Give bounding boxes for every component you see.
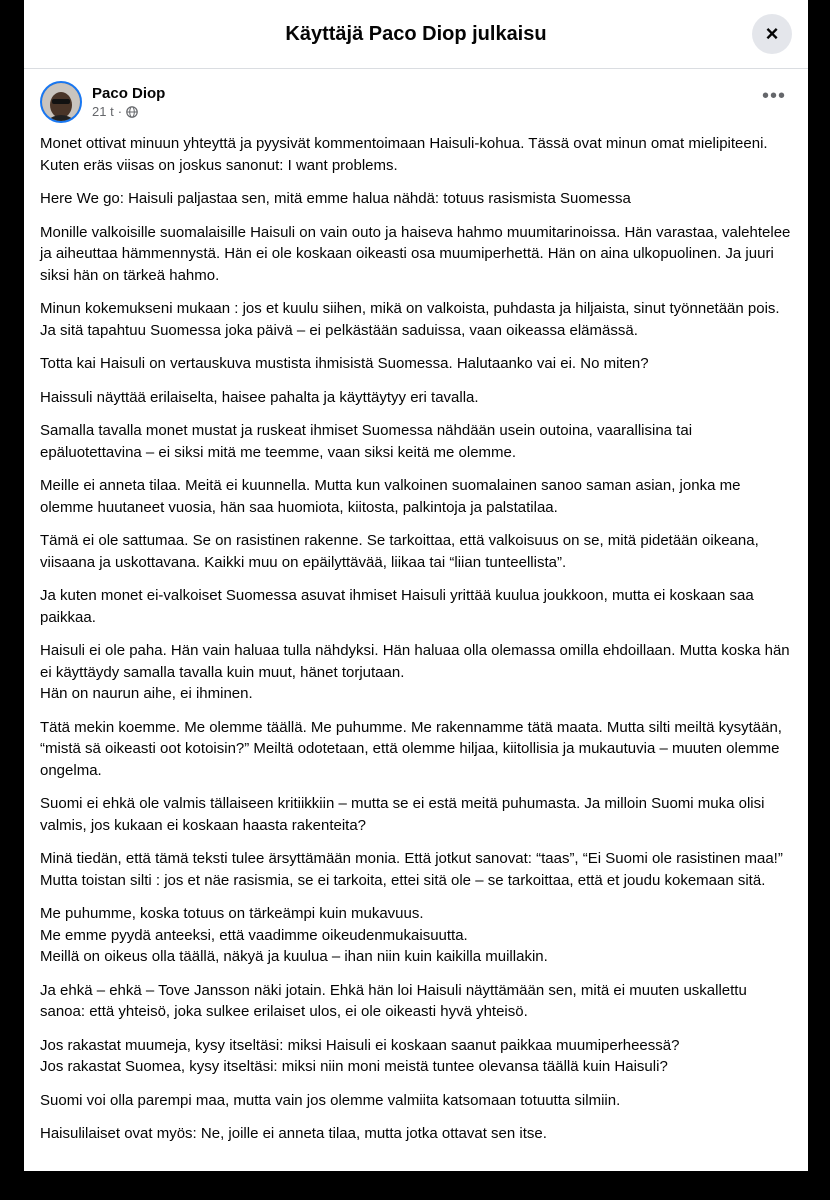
post-paragraph: Meille ei anneta tilaa. Meitä ei kuunnella. Mutta kun valkoinen suomalainen sanoo saman asian, jonka me olemme huutaneet vuosia, hän saa huomiota, kiitosta, palkintoja ja palstatilaa. bbox=[40, 477, 741, 516]
post-paragraph: Totta kai Haisuli on vertauskuva mustista ihmisistä Suomessa. Halutaanko vai ei. No miten? bbox=[40, 355, 649, 372]
post-paragraph: Suomi voi olla parempi maa, mutta vain jos olemme valmiita katsomaan totuutta silmiin. bbox=[40, 1091, 621, 1109]
dialog-header bbox=[24, 0, 808, 69]
post-paragraph: Haisuli ei ole paha. Hän vain haluaa tulla nähdyksi. Hän haluaa olla olemassa omilla ehdoillaan. Mutta koska hän ei käyttäydy samalla tavalla kuin muut, hänet torjutaan. Hän on naurun aihe, ei ihminen. bbox=[40, 642, 790, 702]
post-paragraph: Suomi ei ehkä ole valmis tällaiseen kritiikkiin – mutta se ei estä meitä puhumasta. Ja milloin Suomi muka olisi valmis, jos kukaan ei koskaan haasta rakenteita? bbox=[40, 795, 765, 834]
globe-icon bbox=[126, 106, 138, 118]
post-paragraph: Ja ehkä – ehkä – Tove Jansson näki jotain. Ehkä hän loi Haisuli näyttämään sen, mitä ei muuten uskallettu sanoa: että yhteisö, joka sulkee erilaiset ulos, ei ole oikeasti hyvä yhteisö. bbox=[40, 981, 747, 1020]
post-paragraph: Tämä ei ole sattumaa. Se on rasistinen rakenne. Se tarkoittaa, että valkoisuus on se, mitä pidetään oikeana, viisaana ja uskottavana. Kaikki muu on epäilyttävää, liikaa tai “liian tunteellista”. bbox=[40, 532, 759, 571]
post-paragraph: Haisulilaiset ovat myös: Ne, joille ei anneta tilaa, mutta jotka ottavat sen itse. bbox=[40, 1125, 547, 1142]
post-time[interactable]: 21 t bbox=[92, 104, 114, 119]
avatar[interactable] bbox=[40, 81, 82, 123]
post-text bbox=[24, 123, 808, 1145]
post-paragraph: Here We go: Haisuli paljastaa sen, mitä emme halua nähdä: totuus rasismista Suomessa bbox=[40, 190, 631, 207]
post-paragraph: Minun kokemukseni mukaan : jos et kuulu siihen, mikä on valkoista, puhdasta ja hiljaista, sinut työnnetään pois. Ja sitä tapahtuu Suomessa joka päivä – ei pelkästään saduissa, vaan oikeassa elämässä. bbox=[40, 300, 780, 339]
post-paragraph: Jos rakastat muumeja, kysy itseltäsi: miksi Haisuli ei koskaan saanut paikkaa muumiperheessä? Jos rakastat Suomea, kysy itseltäsi: miksi niin moni meistä tuntee olevansa täällä kuin Haisuli? bbox=[40, 1036, 680, 1075]
post-header: Paco Diop 21 t · ••• bbox=[24, 69, 808, 123]
post-dialog bbox=[24, 0, 808, 1171]
close-icon: × bbox=[765, 21, 779, 46]
author-name[interactable]: Paco Diop bbox=[92, 85, 166, 102]
more-options-icon[interactable]: ••• bbox=[761, 85, 786, 107]
post-paragraph: Minä tiedän, että tämä teksti tulee ärsyttämään monia. Että jotkut sanovat: “taas”, “Ei Suomi ole rasistinen maa!” Mutta toistan silti : jos et näe rasismia, se ei tarkoita, ettei sitä ole – se tarkoittaa, että et joudu kokemaan sitä. bbox=[40, 850, 783, 889]
post-paragraph: Ja kuten monet ei-valkoiset Suomessa asuvat ihmiset Haisuli yrittää kuulua joukkoon, mutta ei koskaan saa paikkaa. bbox=[40, 587, 754, 626]
dialog-title: Käyttäjä Paco Diop julkaisu bbox=[285, 22, 547, 45]
post-paragraph: Haissuli näyttää erilaiselta, haisee pahalta ja käyttäytyy eri tavalla. bbox=[40, 388, 479, 406]
post-paragraph: Samalla tavalla monet mustat ja ruskeat ihmiset Suomessa nähdään usein outoina, vaarallisina tai epäluotettavina – ei siksi mitä me teemme, vaan siksi keitä me olemme. bbox=[40, 422, 693, 461]
post-paragraph: Me puhumme, koska totuus on tärkeämpi kuin mukavuus. Me emme pyydä anteeksi, että vaadimme oikeudenmukaisuutta. Meillä on oikeus olla täällä, näkyä ja kuulua – ihan niin kuin kaikilla muillakin. bbox=[40, 905, 548, 965]
close-button[interactable] bbox=[752, 14, 792, 54]
post-paragraph: Monet ottivat minuun yhteyttä ja pyysivät kommentoimaan Haisuli-kohua. Tässä ovat minun omat mielipiteeni. Kuten eräs viisas on joskus sanonut: I want problems. bbox=[40, 135, 768, 174]
post-paragraph: Tätä mekin koemme. Me olemme täällä. Me puhumme. Me rakennamme tätä maata. Mutta silti meiltä kysytään, “mistä sä oikeasti oot kotoisin?” Meiltä odotetaan, että olemme hiljaa, kiitollisia ja mukautuvia – muuten olemme ongelma. bbox=[40, 718, 782, 779]
post-paragraph: Monille valkoisille suomalaisille Haisuli on vain outo ja haiseva hahmo muumitarinoissa. Hän varastaa, valehtelee ja aiheuttaa hämmennystä. Hän ei ole koskaan oikeasti osa muumiperhettä. Hän on aina ulkopuolinen. Ja juuri siksi hän on tärkeä hahmo. bbox=[40, 223, 791, 284]
